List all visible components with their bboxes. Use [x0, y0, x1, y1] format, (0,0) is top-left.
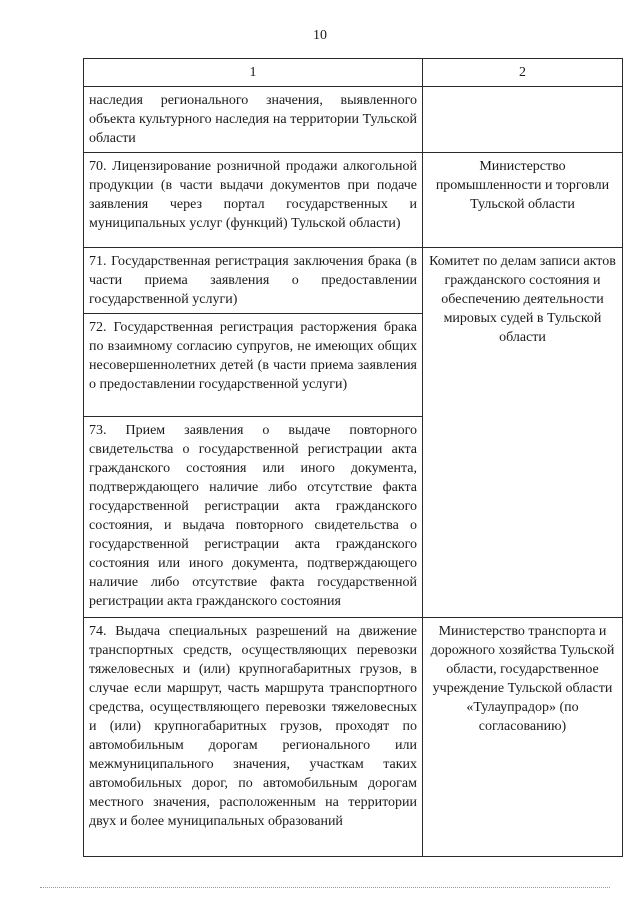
- table-header-row: [84, 59, 623, 87]
- table-row: [84, 248, 623, 314]
- column-header-1: 1: [84, 59, 423, 87]
- service-cell: наследия регионального значения, выявленного объекта культурного наследия на территории Тульской области: [84, 87, 423, 153]
- column-header-2: 2: [423, 59, 623, 87]
- authority-cell: Министерство промышленности и торговли Тульской области: [423, 153, 623, 248]
- services-table: [83, 58, 623, 857]
- service-cell: 74. Выдача специальных разрешений на движение транспортных средств, осуществляющих перевозки тяжеловесных и (или) крупногабаритных грузов, в случае если маршрут, часть маршрута транспортного средства, осуществляющего перевозки тяжеловесных и (или) крупногабаритных грузов, проходят по автомобильным дорогам регионального или межмуниципального значения, участкам таких автомобильных дорог, по автомобильным дорогам местного значения, расположенным на территории двух и более муниципальных образований: [84, 618, 423, 857]
- footer-divider: [40, 887, 610, 888]
- page-number: 10: [313, 28, 327, 43]
- service-cell: 70. Лицензирование розничной продажи алкогольной продукции (в части выдачи документов при подаче заявления через портал государственных и муниципальных услуг (функций) Тульской области): [84, 153, 423, 248]
- table-row: [84, 618, 623, 857]
- service-cell: 71. Государственная регистрация заключения брака (в части приема заявления о предоставлении государственной услуги): [84, 248, 423, 314]
- authority-cell: [423, 87, 623, 153]
- authority-cell: Министерство транспорта и дорожного хозяйства Тульской области, государственное учреждение Тульской области «Тулаупрадор» (по согласованию): [423, 618, 623, 857]
- authority-cell: Комитет по делам записи актов гражданского состояния и обеспечению деятельности мировых судей в Тульской области: [423, 248, 623, 618]
- service-cell: 73. Прием заявления о выдаче повторного свидетельства о государственной регистрации акта гражданского состояния или иного документа, подтверждающего наличие либо отсутствие факта государственной регистрации акта гражданского состояния, и выдача повторного свидетельства о государственной регистрации акта гражданского состояния или иного документа, подтверждающего наличие либо отсутствие факта государственной регистрации акта гражданского состояния: [84, 417, 423, 618]
- service-cell: 72. Государственная регистрация расторжения брака по взаимному согласию супругов, не имеющих общих несовершеннолетних детей (в части приема заявления о предоставлении государственной услуги): [84, 314, 423, 417]
- table-row: [84, 153, 623, 248]
- table-row: [84, 87, 623, 153]
